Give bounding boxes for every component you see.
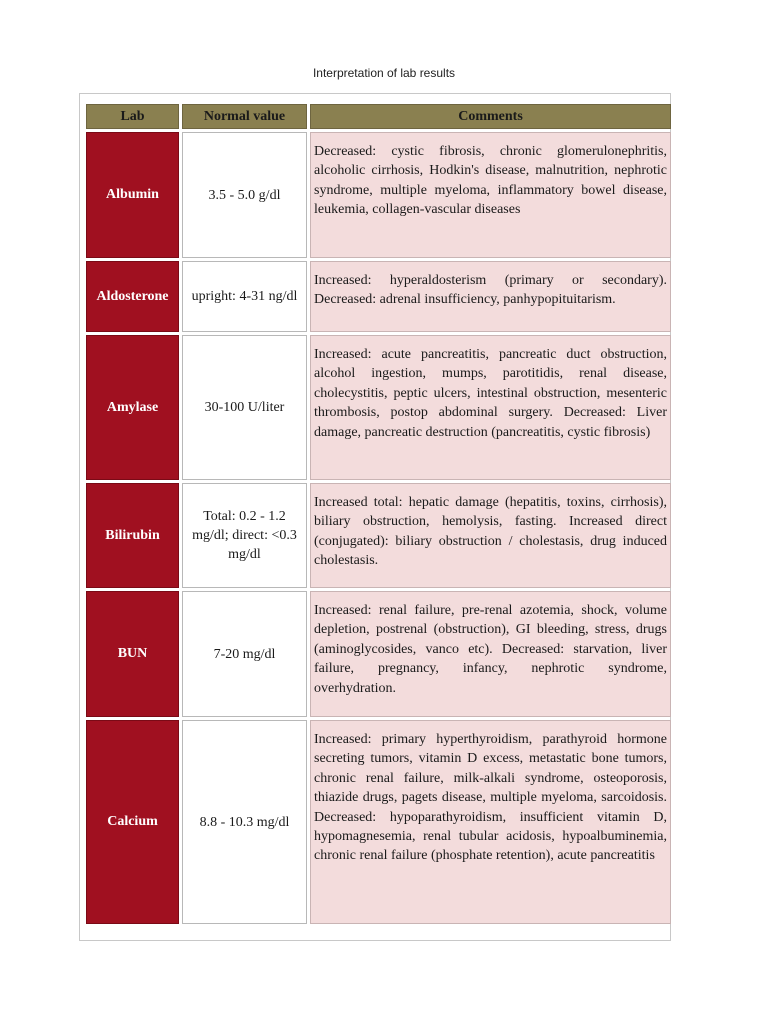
comments: Increased: acute pancreatitis, pancreatic duct obstruction, alcohol ingestion, mumps, parotitidis, renal disease, cholecystitis, peptic ulcers, intestinal obstruction, mesenteric thrombosis, postop abdominal surgery. Decreased: Liver damage, pancreatic destruction (pancreatitis, cystic fibrosis)	[310, 335, 671, 480]
document-title: Interpretation of lab results	[312, 66, 456, 80]
comments: Increased: hyperaldosterism (primary or secondary). Decreased: adrenal insufficiency, panhypopituitarism.	[310, 261, 671, 332]
header-row	[86, 104, 671, 129]
lab-name: Albumin	[86, 132, 179, 258]
normal-value: 8.8 - 10.3 mg/dl	[182, 720, 307, 924]
normal-value: 30-100 U/liter	[182, 335, 307, 480]
lab-name: Calcium	[86, 720, 179, 924]
lab-results-table	[83, 101, 674, 927]
normal-value: upright: 4-31 ng/dl	[182, 261, 307, 332]
lab-name: BUN	[86, 591, 179, 717]
normal-value: 7-20 mg/dl	[182, 591, 307, 717]
table-row-calcium	[86, 720, 671, 924]
comments: Increased: renal failure, pre-renal azotemia, shock, volume depletion, postrenal (obstruction), GI bleeding, stress, drugs (aminoglycosides, vanco etc). Decreased: starvation, liver failure, pregnancy, infancy, nephrotic syndrome, overhydration.	[310, 591, 671, 717]
comments: Increased: primary hyperthyroidism, parathyroid hormone secreting tumors, vitamin D excess, metastatic bone tumors, chronic renal failure, milk-alkali syndrome, osteoporosis, thiazide drugs, pagets disease, multiple myeloma, sarcoidosis. Decreased: hypoparathyroidism, insufficient vitamin D, hypomagnesemia, renal tubular acidosis, hypoalbuminemia, chronic renal failure (phosphate retention), acute pancreatitis	[310, 720, 671, 924]
lab-name: Bilirubin	[86, 483, 179, 588]
header-lab: Lab	[86, 104, 179, 129]
table-row-amylase	[86, 335, 671, 480]
normal-value: 3.5 - 5.0 g/dl	[182, 132, 307, 258]
lab-name: Amylase	[86, 335, 179, 480]
lab-name: Aldosterone	[86, 261, 179, 332]
table-row-aldosterone	[86, 261, 671, 332]
normal-value: Total: 0.2 - 1.2 mg/dl; direct: <0.3 mg/dl	[182, 483, 307, 588]
header-normal-value: Normal value	[182, 104, 307, 129]
table-row-albumin	[86, 132, 671, 258]
table-row-bun	[86, 591, 671, 717]
table-row-bilirubin	[86, 483, 671, 588]
comments: Increased total: hepatic damage (hepatitis, toxins, cirrhosis), biliary obstruction, hemolysis, fasting. Increased direct (conjugated): biliary obstruction / cholestasis, drug induced cholestasis.	[310, 483, 671, 588]
header-comments: Comments	[310, 104, 671, 129]
comments: Decreased: cystic fibrosis, chronic glomerulonephritis, alcoholic cirrhosis, Hodkin's disease, malnutrition, nephrotic syndrome, multiple myeloma, inflammatory bowel disease, leukemia, collagen-vascular diseases	[310, 132, 671, 258]
